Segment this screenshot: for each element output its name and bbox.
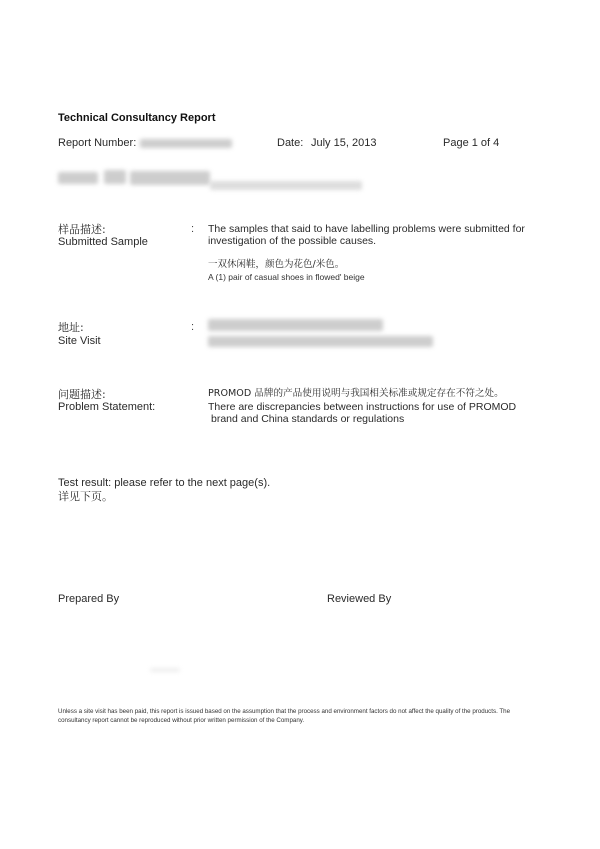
report-title: Technical Consultancy Report: [58, 112, 216, 124]
test-result-text-zh: 详见下页。: [58, 490, 113, 503]
submitted-sample-description-zh: 一双休闲鞋，颜色为花色/米色。: [208, 259, 345, 270]
problem-statement-label: Problem Statement:: [58, 401, 156, 413]
prepared-by-label: Prepared By: [58, 593, 120, 605]
redacted-client-part-1: [58, 172, 98, 184]
site-visit-label-zh: 地址:: [58, 321, 84, 334]
faint-signature-mark: [150, 668, 180, 672]
redacted-client-part-4: [210, 181, 362, 190]
redacted-site-address-line-1: [208, 319, 383, 331]
redacted-client-part-2: [104, 170, 126, 184]
test-result-text: Test result: please refer to the next page(s).: [58, 477, 271, 489]
submitted-sample-description: The samples that said to have labelling problems were submitted for investigation of the possible causes.: [208, 223, 525, 247]
submitted-sample-colon: :: [191, 223, 195, 235]
disclaimer-text: Unless a site visit has been paid, this report is issued based on the assumption that the process and environment factors do not affect the quality of the products. The consultancy report cannot be reproduced without prior written permission of the Company.: [58, 708, 511, 724]
submitted-sample-label: Submitted Sample: [58, 236, 148, 248]
page-indicator: Page 1 of 4: [443, 137, 500, 149]
site-visit-colon: :: [191, 321, 195, 333]
redacted-site-address-line-2: [208, 336, 433, 347]
submitted-sample-label-zh: 样品描述:: [58, 223, 106, 236]
date-value: July 15, 2013: [311, 137, 377, 149]
problem-statement-text-line-1: There are discrepancies between instructions for use of PROMOD: [208, 401, 517, 413]
redacted-client-part-3: [130, 171, 210, 185]
problem-statement-text-zh: PROMOD 品牌的产品使用说明与我国相关标准或规定存在不符之处。: [208, 388, 504, 399]
date-label: Date:: [277, 137, 304, 149]
submitted-sample-item: A (1) pair of casual shoes in flowed' beige: [208, 272, 365, 282]
site-visit-label: Site Visit: [58, 335, 101, 347]
problem-statement-label-zh: 问题描述:: [58, 388, 106, 401]
report-number-label: Report Number:: [58, 137, 137, 149]
redacted-report-number: [140, 139, 232, 148]
problem-statement-text-line-2: brand and China standards or regulations: [211, 413, 405, 425]
reviewed-by-label: Reviewed By: [327, 593, 392, 605]
